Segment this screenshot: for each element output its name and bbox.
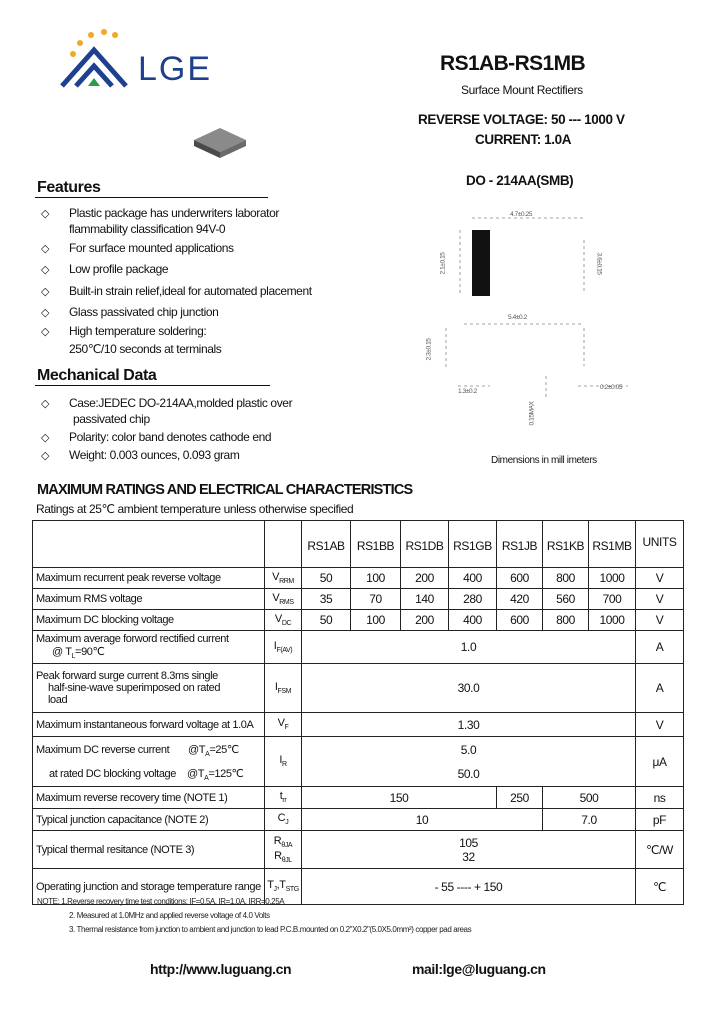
feature-item: flammability classification 94V-0 <box>69 222 226 236</box>
value-cell: 1000 <box>589 610 636 631</box>
value-cell: 400 <box>449 568 497 589</box>
website-link[interactable]: http://www.luguang.cn <box>150 961 292 977</box>
diamond-bullet-icon: ◇ <box>41 450 50 462</box>
unit-cell: A <box>636 664 684 713</box>
value-cell: 600 <box>497 610 543 631</box>
dim-overall-length: 5.4±0.2 <box>508 314 527 321</box>
dim-lead-thickness: 0.2±0.05 <box>600 384 623 391</box>
diamond-bullet-icon: ◇ <box>41 326 50 338</box>
value-cell: 420 <box>497 589 543 610</box>
table-row <box>33 568 684 589</box>
symbol-cell: $V_{RRM}$ <box>265 568 302 589</box>
diamond-bullet-icon: ◇ <box>41 398 50 410</box>
company-logo <box>58 24 238 94</box>
table-row <box>33 664 684 713</box>
feature-item: Glass passivated chip junction <box>69 305 219 319</box>
feature-item: For surface mounted applications <box>69 241 234 255</box>
value-cell: 1.0 <box>302 631 636 664</box>
value-cell: 50 <box>302 610 351 631</box>
unit-cell: ℃ <box>636 869 684 905</box>
mechanical-item: Weight: 0.003 ounces, 0.093 gram <box>69 448 240 462</box>
table-row <box>33 610 684 631</box>
diamond-bullet-icon: ◇ <box>41 208 50 220</box>
mechanical-heading: Mechanical Data <box>37 367 157 384</box>
email-link[interactable]: mail:lge@luguang.cn <box>412 961 546 977</box>
param-cell: Maximum DC reverse current $@T_A=25℃$ at rated DC blocking voltage $@T_A=125℃$ <box>33 737 265 787</box>
feature-item: Built-in strain relief,ideal for automated placement <box>69 284 312 298</box>
unit-cell: ns <box>636 787 684 809</box>
param-cell: Maximum RMS voltage <box>33 589 265 610</box>
table-row <box>33 631 684 664</box>
units-header: UNITS <box>636 521 684 568</box>
value-cell: 1.30 <box>302 713 636 737</box>
value-cell: 70 <box>351 589 401 610</box>
table-row <box>33 809 684 831</box>
package-outline-drawing <box>425 200 638 450</box>
dimensions-caption: Dimensions in mill imeters <box>491 455 597 466</box>
param-cell: Maximum instantaneous forward voltage at 1.0A <box>33 713 265 737</box>
diamond-bullet-icon: ◇ <box>41 243 50 255</box>
unit-cell: V <box>636 713 684 737</box>
symbol-cell: $V_F$ <box>265 713 302 737</box>
value-cell: 140 <box>401 589 449 610</box>
value-cell: 30.0 <box>302 664 636 713</box>
value-cell: 50 <box>302 568 351 589</box>
features-underline <box>35 197 268 198</box>
table-cell <box>33 521 265 568</box>
feature-item: Plastic package has underwriters laborator <box>69 206 279 220</box>
value-cell: 5.0 50.0 <box>302 737 636 787</box>
unit-cell: ℃/W <box>636 831 684 869</box>
value-cell: 35 <box>302 589 351 610</box>
unit-cell: V <box>636 610 684 631</box>
param-cell: Maximum DC blocking voltage <box>33 610 265 631</box>
diamond-bullet-icon: ◇ <box>41 307 50 319</box>
value-cell: 400 <box>449 610 497 631</box>
mechanical-item: Polarity: color band denotes cathode end <box>69 430 272 444</box>
ratings-table <box>32 520 684 905</box>
part-header: RS1GB <box>449 521 497 568</box>
symbol-cell: $V_{RMS}$ <box>265 589 302 610</box>
value-cell: 600 <box>497 568 543 589</box>
feature-item: 250℃/10 seconds at terminals <box>69 342 222 356</box>
package-name: DO - 214AA(SMB) <box>466 173 574 188</box>
param-cell: Operating junction and storage temperature range <box>33 869 265 905</box>
value-cell: 800 <box>543 610 589 631</box>
table-row <box>33 589 684 610</box>
table-row <box>33 831 684 869</box>
param-cell: Maximum reverse recovery time (NOTE 1) <box>33 787 265 809</box>
part-header: RS1MB <box>589 521 636 568</box>
symbol-cell: $R_{\theta JA}$ $R_{\theta JL}$ <box>265 831 302 869</box>
mechanical-item: passivated chip <box>73 412 150 426</box>
note-3: 3. Thermal resistance from junction to ambient and junction to lead P.C.B.mounted on 0.2"X0.2"(5.0X5.0mm²) copper pad areas <box>69 925 472 934</box>
value-cell: 100 <box>351 610 401 631</box>
mechanical-item: Case:JEDEC DO-214AA,molded plastic over <box>69 396 293 410</box>
unit-cell: V <box>636 589 684 610</box>
dim-standoff: 0.15MAX <box>528 401 536 426</box>
feature-item: Low profile package <box>69 262 169 276</box>
table-cell <box>265 521 302 568</box>
ratings-note: Ratings at 25℃ ambient temperature unless otherwise specified <box>36 502 354 516</box>
param-cell: Typical junction capacitance (NOTE 2) <box>33 809 265 831</box>
unit-cell: pF <box>636 809 684 831</box>
symbol-cell: $C_J$ <box>265 809 302 831</box>
current-spec: CURRENT: 1.0A <box>475 132 572 147</box>
product-subtitle: Surface Mount Rectifiers <box>461 83 583 97</box>
value-cell: - 55 ---- + 150 <box>302 869 636 905</box>
feature-item: High temperature soldering: <box>69 324 207 338</box>
value-cell: 100 <box>351 568 401 589</box>
part-header: RS1KB <box>543 521 589 568</box>
table-row <box>33 787 684 809</box>
param-cell: Maximum average forword rectified current @ $T_L=90℃$ <box>33 631 265 664</box>
value-cell: 700 <box>589 589 636 610</box>
value-cell: 280 <box>449 589 497 610</box>
dim-width: 4.7±0.25 <box>510 211 533 218</box>
dim-body-height: 3.6±0.15 <box>595 252 603 275</box>
dim-thickness: 2.3±0.15 <box>425 338 433 361</box>
table-row <box>33 737 684 787</box>
value-cell: 800 <box>543 568 589 589</box>
symbol-cell: $I_{F(AV)}$ <box>265 631 302 664</box>
param-cell: Typical thermal resitance (NOTE 3) <box>33 831 265 869</box>
value-cell: 500 <box>543 787 636 809</box>
reverse-voltage-spec: REVERSE VOLTAGE: 50 --- 1000 V <box>418 112 625 127</box>
value-cell: 7.0 <box>543 809 636 831</box>
symbol-cell: $V_{DC}$ <box>265 610 302 631</box>
symbol-cell: $I_R$ <box>265 737 302 787</box>
symbol-cell: $t_{rr}$ <box>265 787 302 809</box>
value-cell: 250 <box>497 787 543 809</box>
part-header: RS1DB <box>401 521 449 568</box>
mechanical-underline <box>35 385 270 386</box>
symbol-cell: $I_{FSM}$ <box>265 664 302 713</box>
diamond-bullet-icon: ◇ <box>41 264 50 276</box>
part-header: RS1JB <box>497 521 543 568</box>
part-header: RS1BB <box>351 521 401 568</box>
value-cell: 150 <box>302 787 497 809</box>
note-2: 2. Measured at 1.0MHz and applied reverse voltage of 4.0 Volts <box>69 911 270 920</box>
brand-name: LGE <box>138 50 213 88</box>
part-range-title: RS1AB-RS1MB <box>440 52 586 75</box>
value-cell: 105 32 <box>302 831 636 869</box>
diamond-bullet-icon: ◇ <box>41 286 50 298</box>
table-header-row <box>33 521 684 568</box>
unit-cell: A <box>636 631 684 664</box>
unit-cell: V <box>636 568 684 589</box>
dim-band-height: 2.1±0.15 <box>439 252 447 275</box>
value-cell: 10 <box>302 809 543 831</box>
value-cell: 200 <box>401 568 449 589</box>
param-cell: Peak forward surge current 8.3ms single half-sine-wave superimposed on rated load <box>33 664 265 713</box>
value-cell: 1000 <box>589 568 636 589</box>
dim-lead-length: 1.3±0.2 <box>458 388 477 395</box>
value-cell: 200 <box>401 610 449 631</box>
part-header: RS1AB <box>302 521 351 568</box>
symbol-cell: $T_J,T_{STG}$ <box>265 869 302 905</box>
features-heading: Features <box>37 179 101 196</box>
ratings-section-title: MAXIMUM RATINGS AND ELECTRICAL CHARACTERISTICS <box>37 482 413 498</box>
param-cell: Maximum recurrent peak reverse voltage <box>33 568 265 589</box>
value-cell: 560 <box>543 589 589 610</box>
package-photo <box>190 124 250 169</box>
diamond-bullet-icon: ◇ <box>41 432 50 444</box>
unit-cell: μA <box>636 737 684 787</box>
note-1: NOTE: 1.Reverse recovery time test conditions: IF=0.5A, IR=1.0A, IRR=0.25A <box>37 897 285 906</box>
table-row <box>33 713 684 737</box>
